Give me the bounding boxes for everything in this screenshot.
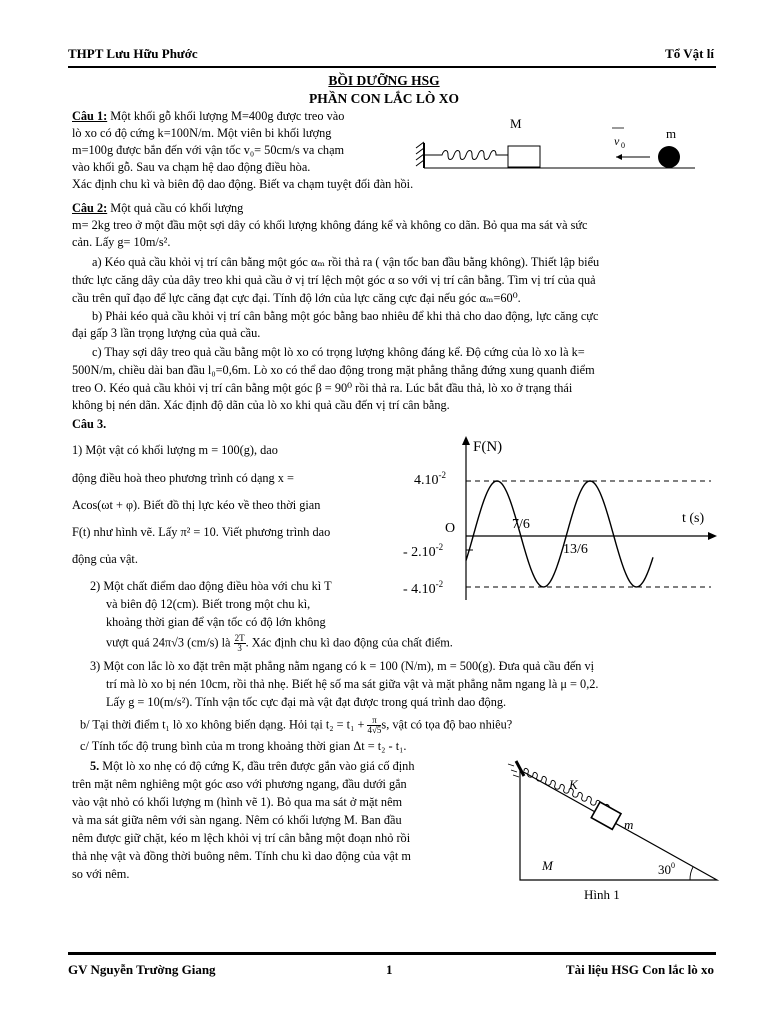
force-curve (466, 481, 653, 587)
y-arrow-icon (462, 436, 470, 445)
q2-a1: a) Kéo quả cầu khỏi vị trí cân bằng một góc αₘ rồi thả ra ( vận tốc ban đầu bằng không). Thiết lập biểu (92, 255, 600, 269)
q5-line2: trên mặt nêm nghiêng một góc αso với phương ngang, đầu dưới gắn (72, 777, 407, 791)
x-arrow-icon (708, 532, 717, 540)
label-m-wedge: m (624, 817, 634, 832)
q5-line1 (90, 758, 414, 774)
tick-label-top: $4.10^{-2}$ (414, 470, 446, 488)
q3-p2-line3: khoảng thời gian để vận tốc có độ lớn không (106, 615, 326, 629)
label-M: M (510, 116, 522, 131)
q3-p2-line4b: . Xác định chu kì dao động của chất điểm. (245, 635, 453, 650)
q3-p2-line1: 2) Một chất điểm dao động điều hòa với chu kì T (90, 579, 332, 593)
frac-num-pi: π (367, 716, 381, 726)
q2-text1: Một quả cầu có khối lượng (107, 201, 244, 215)
angle-label: $30^0$ (658, 861, 675, 877)
q3-p1-line4: F(t) như hình vẽ. Lấy π² = 10. Viết phương trình dao (72, 525, 331, 539)
label-m: m (666, 126, 677, 141)
q5-line5: nêm được giữ chặt, kéo m lệch khỏi vị trí cân bằng một đoạn nhỏ rồi (72, 831, 411, 845)
q1-line2: lò xo có độ cứng k=100N/m. Một viên bi khối lượng (72, 126, 332, 140)
header-school: THPT Lưu Hữu Phước (68, 46, 198, 61)
footer-page-number: 1 (386, 962, 393, 977)
header-rule (68, 66, 716, 68)
wedge-figure (492, 752, 732, 912)
graph-xlabel: t (s) (682, 511, 705, 526)
q3-p2-line4a: vượt quá 24π√3 (cm/s) là (106, 635, 234, 650)
q3-fraction-pi (367, 716, 381, 735)
q2-a3: cầu trên quĩ đạo để lực căng đạt cực đại. Tính độ lớn của lực căng cực đại nếu góc αₘ=60⁰. (72, 291, 521, 305)
q5-text1: Một lò xo nhẹ có độ cứng K, đầu trên được gắn vào giá cố định (99, 759, 415, 773)
q3-p3b-b: s, vật có tọa độ bao nhiêu? (381, 717, 513, 732)
footer-rule (68, 952, 716, 955)
q5-line3: vào vật nhỏ có khối lượng m (hình vẽ 1). Bỏ qua ma sát ở mặt nêm (72, 795, 403, 809)
q1-text1: Một khối gỗ khối lượng M=400g được treo vào (107, 109, 345, 123)
header-group: Tổ Vật lí (665, 46, 714, 61)
q3-p2-line2: và biên độ 12(cm). Biết trong một chu kì, (106, 597, 311, 611)
q2-b1: b) Phải kéo quả cầu khỏi vị trí cân bằng một góc bằng bao nhiêu để khi thả cho dao động, lực căng cực (92, 309, 599, 323)
spring-coil (424, 151, 508, 160)
q2-line1 (72, 200, 243, 216)
q5-line4: và ma sát giữa nêm với sàn ngang. Nêm có khối lượng M. Ban đầu (72, 813, 402, 827)
title-line1: BỒI DƯỠNG HSG (328, 73, 440, 88)
graph-ylabel: F(N) (473, 439, 503, 455)
q2-line2: m= 2kg treo ở một đầu một sợi dây có khối lượng không đáng kể và không co dãn. Bỏ qua ma sát và sức (72, 218, 588, 232)
q3-p2-line4 (106, 634, 453, 653)
q3-p1-line3: Acos(ωt + φ). Biết đồ thị lực kéo về theo thời gian (72, 498, 321, 512)
block-M (508, 146, 540, 167)
q3-fraction-2T-3 (234, 634, 246, 653)
footer-author: GV Nguyễn Trường Giang (68, 962, 216, 977)
label-K: K (569, 777, 578, 792)
q1-line4: vào khối gỗ. Sau va chạm hệ dao động điều hòa. (72, 160, 311, 174)
q2-label: Câu 2: (72, 201, 108, 215)
q5-line7: so với nêm. (72, 867, 130, 881)
tick-label-neg4: - $4.10^{-2}$ (403, 579, 444, 597)
title-line2: PHẦN CON LẮC LÒ XO (308, 91, 459, 106)
t-label-13-6: 13/6 (563, 542, 588, 557)
q1-label: Câu 1: (72, 109, 108, 123)
label-v: v (614, 134, 620, 148)
q2-b2: đại gấp 3 lần trọng lượng của quả cầu. (72, 326, 261, 340)
t-label-7-6: 7/6 (512, 517, 530, 532)
q1-line5: Xác định chu kì và biên độ dao động. Biết va chạm tuyệt đối đàn hồi. (72, 177, 414, 191)
figure-caption: Hình 1 (584, 887, 620, 902)
tick-label-neg2: - $2.10^{-2}$ (403, 542, 444, 560)
q3-p3b-a: b/ Tại thời điểm t₁ lò xo không biến dạng. Hỏi tại t₂ = t₁ + (80, 717, 368, 732)
ball-m (658, 146, 680, 168)
q1-line1 (72, 108, 344, 124)
q5-line6: thả nhẹ vật và đồng thời buông nêm. Tính chu kì dao động của vật m (72, 849, 411, 863)
frac-den: 3 (237, 643, 242, 653)
q3-p3-line2: trí mà lò xo bị nén 10cm, rồi thả nhẹ. Biết hệ số ma sát giữa vật và mặt phẳng nằm ngang là μ = 0,2. (106, 677, 599, 691)
force-time-graph (395, 432, 725, 604)
label-M-wedge: M (542, 858, 553, 873)
wall-hatch (416, 142, 424, 168)
arrow-head-icon (616, 154, 622, 160)
q3-p3-line3: Lấy g = 10(m/s²). Tính vận tốc cực đại mà vật đạt được trong quá trình dao động. (106, 695, 507, 709)
q2-a2: thức lực căng dây của dây treo khi quả cầu ở vị trí lệch một góc α so với vị trí cân bằng. Tìm vị trí của quả (72, 273, 596, 287)
label-v-sub: 0 (621, 141, 625, 150)
q3-p3c: c/ Tính tốc độ trung bình của m trong khoảng thời gian Δt = t₂ - t₁. (80, 739, 407, 753)
q3-p1-line2: động điều hoà theo phương trình có dạng x = (72, 471, 294, 485)
footer-doc-title: Tài liệu HSG Con lắc lò xo (565, 962, 714, 977)
frac-den-pi: 4√5 (367, 725, 382, 735)
frac-num: 2T (234, 633, 245, 643)
q3-p3b (80, 716, 512, 735)
q1-figure (410, 110, 700, 180)
q3-label: Câu 3. (72, 417, 107, 431)
q3-p3-line1: 3) Một con lắc lò xo đặt trên mặt phẳng nằm ngang có k = 100 (N/m), m = 500(g). Đưa quả cầu đến vị (90, 659, 595, 673)
q2-c3: treo O. Kéo quả cầu khỏi vị trí cân bằng một góc β = 90⁰ rồi thả ra. Lúc bắt đầu thả, lò xo ở trạng thái (72, 381, 573, 395)
q2-line3: cản. Lấy g= 10m/s². (72, 235, 171, 249)
q5-label: 5. (90, 759, 100, 773)
graph-origin: O (445, 521, 456, 536)
q2-c4: không bị nén dãn. Xác định độ dãn của lò xo khi quả cầu đến vị trí cân bằng. (72, 398, 450, 412)
q3-p1-line1: 1) Một vật có khối lượng m = 100(g), dao (72, 443, 278, 457)
q1-line3: m=100g được bắn đến với vận tốc v₀= 50cm/s va chạm (72, 143, 345, 157)
q3-p1-line5: động của vật. (72, 552, 138, 566)
q2-c1: c) Thay sợi dây treo quả cầu bằng một lò xo có trọng lượng không đáng kể. Độ cứng của lò xo là k= (92, 345, 585, 359)
q2-c2: 500N/m, chiều dài ban đầu l₀=0,6m. Lò xo có thể dao động trong mặt phẳng thẳng đứng xung quanh điểm (72, 363, 595, 377)
